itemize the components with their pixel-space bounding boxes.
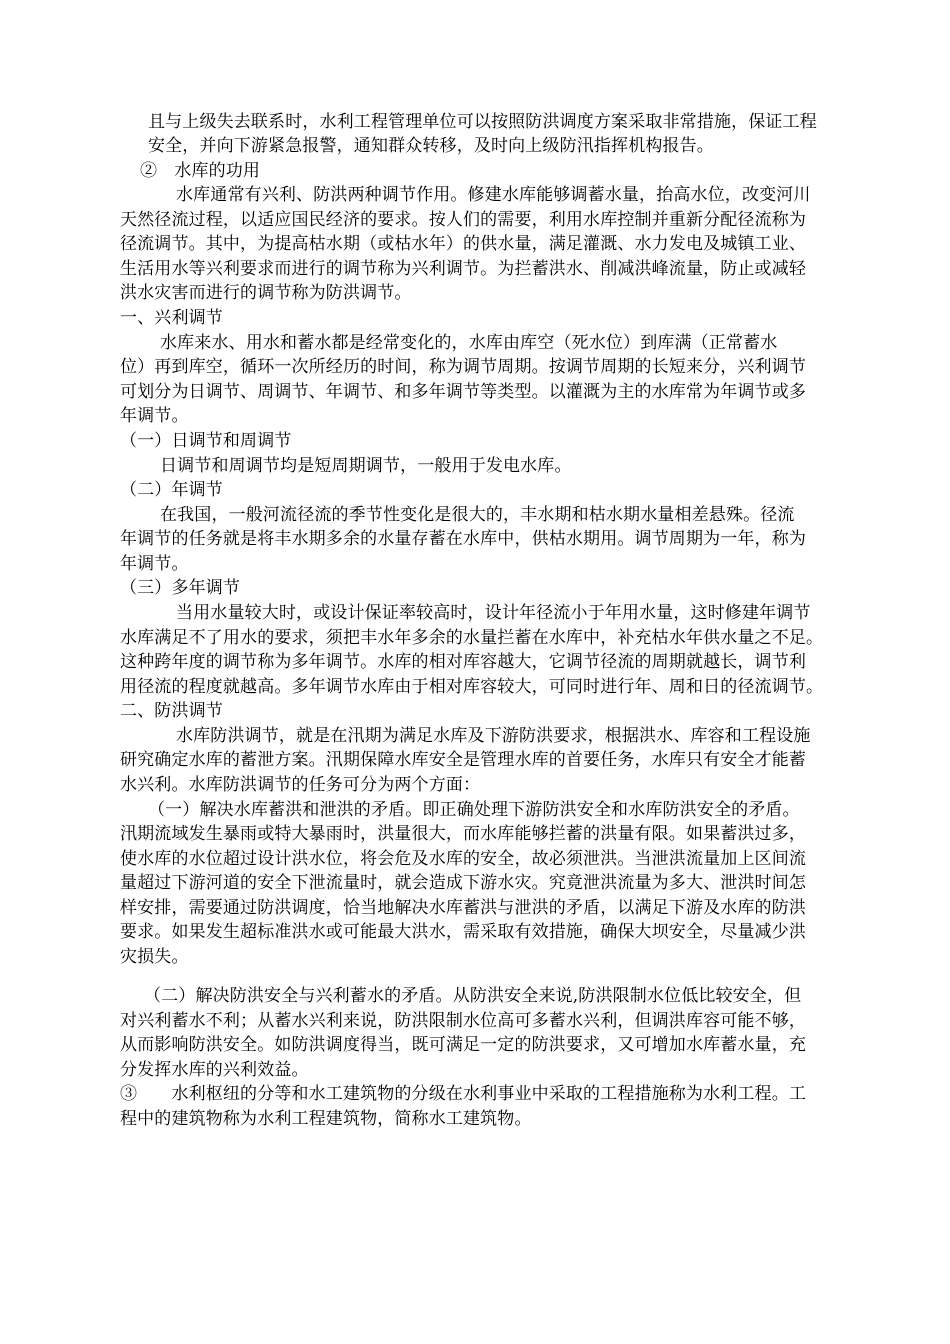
- text-line: 分发挥水库的兴利效益。: [120, 1060, 309, 1080]
- text-line: 从而影响防洪安全。如防洪调度得当，既可满足一定的防洪要求，又可增加水库蓄水量，充: [120, 1035, 806, 1055]
- section-heading: 二、防洪调节: [120, 701, 223, 721]
- text-line: 洪水灾害而进行的调节称为防洪调节。: [120, 283, 412, 303]
- text-line: 程中的建筑物称为水利工程建筑物，简称水工建筑物。: [120, 1109, 532, 1129]
- text-line: 在我国，一般河流径流的季节性变化是很大的，丰水期和枯水期水量相差悬殊。径流: [160, 505, 795, 525]
- text-line: 水库通常有兴利、防洪两种调节作用。修建水库能够调蓄水量，抬高水位，改变河川: [176, 185, 811, 205]
- text-line: 要求。如果发生超标准洪水或可能最大洪水，需采取有效措施，确保大坝安全，尽量减少洪: [120, 922, 806, 942]
- text-line: 水库防洪调节，就是在汛期为满足水库及下游防洪要求，根据洪水、库容和工程设施: [176, 726, 811, 746]
- text-line: 研究确定水库的蓄泄方案。汛期保障水库安全是管理水库的首要任务，水库只有安全才能蓄: [120, 750, 806, 770]
- text-line: 使水库的水位超过设计洪水位，将会危及水库的安全，故必须泄洪。当泄洪流量加上区间流: [120, 849, 806, 869]
- text-line: 且与上级失去联系时，水利工程管理单位可以按照防洪调度方案采取非常措施，保证工程: [148, 112, 817, 132]
- text-line: 年调节。: [120, 406, 189, 426]
- text-line: 天然径流过程，以适应国民经济的要求。按人们的需要，利用水库控制并重新分配径流称为: [120, 210, 806, 230]
- text-line: ③ 水利枢纽的分等和水工建筑物的分级在水利事业中采取的工程措施称为水利工程。工: [120, 1084, 806, 1104]
- subsection-heading: （二）年调节: [120, 480, 223, 500]
- text-line: 这种跨年度的调节称为多年调节。水库的相对库容越大，它调节径流的周期就越长，调节利: [120, 652, 806, 672]
- text-line: ② 水库的功用: [140, 161, 261, 181]
- text-line: 可划分为日调节、周调节、年调节、和多年调节等类型。以灌溉为主的水库常为年调节或多: [120, 382, 806, 402]
- text-line: 当用水量较大时，或设计保证率较高时，设计年径流小于年用水量，这时修建年调节: [176, 603, 811, 623]
- text-line: 径流调节。其中，为提高枯水期（或枯水年）的供水量，满足灌溉、水力发电及城镇工业、: [120, 234, 806, 254]
- text-line: 年调节的任务就是将丰水期多余的水量存蓄在水库中，供枯水期用。调节周期为一年，称为: [120, 529, 806, 549]
- text-line: 年调节。: [120, 554, 189, 574]
- text-line: 水库满足不了用水的要求，须把丰水年多余的水量拦蓄在水库中，补充枯水年供水量之不足。: [120, 628, 824, 648]
- subsection-heading: （一）日调节和周调节: [120, 431, 292, 451]
- text-line: 位）再到库空，循环一次所经历的时间，称为调节周期。按调节周期的长短来分，兴利调节: [120, 357, 806, 377]
- text-line: 安全，并向下游紧急报警，通知群众转移，及时向上级防汛指挥机构报告。: [148, 136, 714, 156]
- text-line: （一）解决水库蓄洪和泄洪的矛盾。即正确处理下游防洪安全和水库防洪安全的矛盾。: [148, 800, 800, 820]
- text-line: （二）解决防洪安全与兴利蓄水的矛盾。从防洪安全来说,防洪限制水位低比较安全，但: [144, 986, 802, 1006]
- text-line: 生活用水等兴利要求而进行的调节称为兴利调节。为拦蓄洪水、削减洪峰流量，防止或减轻: [120, 259, 806, 279]
- text-line: 日调节和周调节均是短周期调节，一般用于发电水库。: [160, 456, 572, 476]
- text-line: 样安排，需要通过防洪调度，恰当地解决水库蓄洪与泄洪的矛盾，以满足下游及水库的防洪: [120, 898, 806, 918]
- subsection-heading: （三）多年调节: [120, 578, 241, 598]
- text-line: 灾损失。: [120, 947, 189, 967]
- text-line: 用径流的程度就越高。多年调节水库由于相对库容较大，可同时进行年、周和日的径流调节。: [120, 677, 824, 697]
- text-line: 水兴利。水库防洪调节的任务可分为两个方面：: [120, 775, 481, 795]
- text-line: 对兴利蓄水不利；从蓄水兴利来说，防洪限制水位高可多蓄水兴利，但调洪库容可能不够，: [120, 1011, 806, 1031]
- text-line: 水库来水、用水和蓄水都是经常变化的，水库由库空（死水位）到库满（正常蓄水: [160, 333, 778, 353]
- text-line: 汛期流域发生暴雨或特大暴雨时，洪量很大，而水库能够拦蓄的洪量有限。如果蓄洪过多，: [120, 824, 806, 844]
- text-line: 量超过下游河道的安全下泄流量时，就会造成下游水灾。究竟泄洪流量为多大、泄洪时间怎: [120, 873, 806, 893]
- section-heading: 一、兴利调节: [120, 308, 223, 328]
